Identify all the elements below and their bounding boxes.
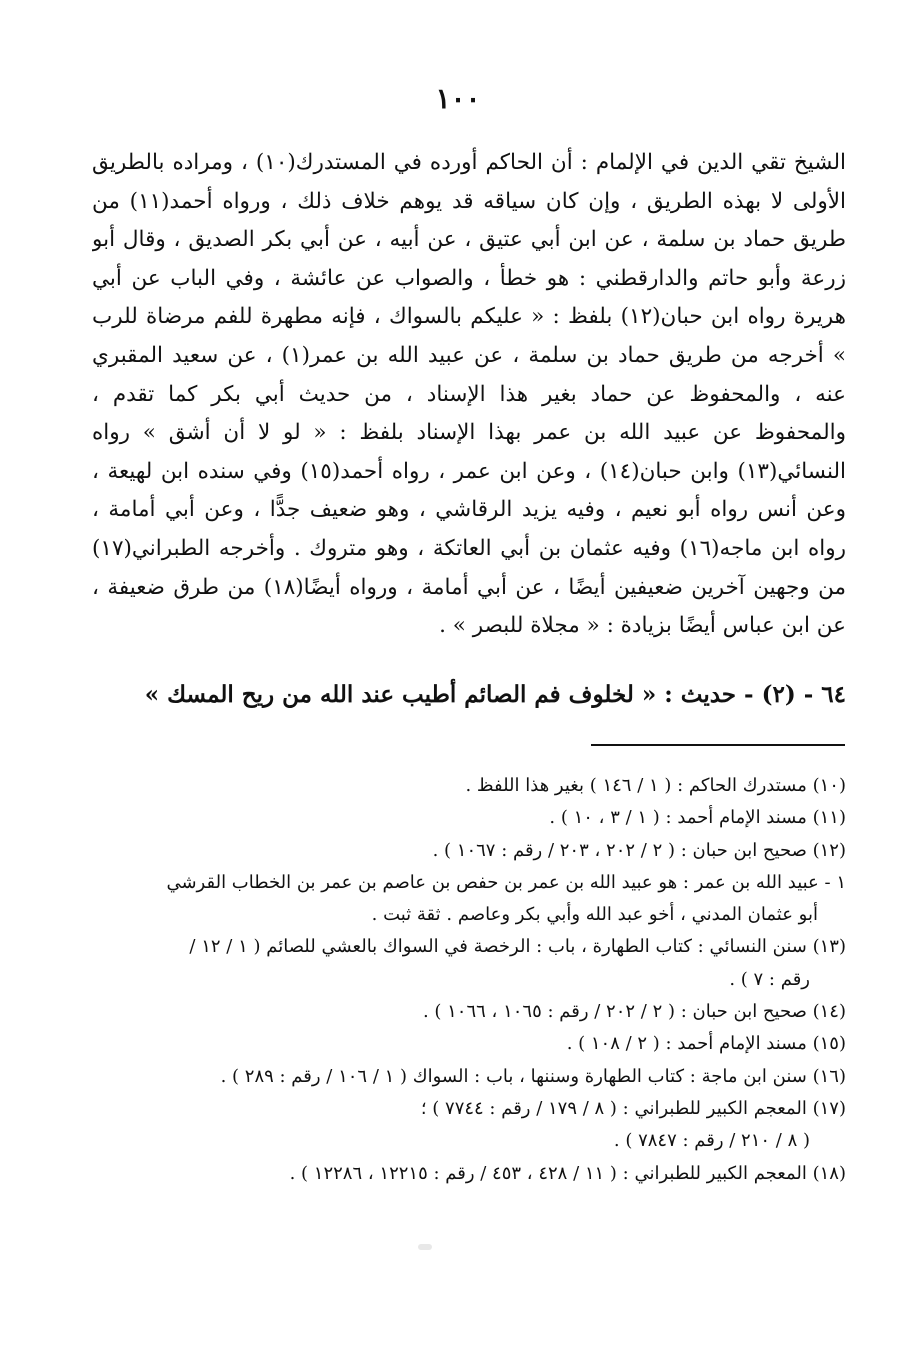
text-line: هريرة رواه ابن حبان(١٢) بلفظ : « عليكم بالسواك ، فإنه مطهرة للفم مرضاة للرب [92,304,846,330]
footnote-line: (١٨) المعجم الكبير للطبراني : ( ١١ / ٤٢٨ ، ٤٥٣ / رقم : ١٢٢١٥ ، ١٢٢٨٦ ) . [289,1162,846,1184]
page-number: ١٠٠ [435,82,481,115]
text-line: رواه ابن ماجه(١٦) وفيه عثمان بن أبي العاتكة ، وهو متروك . وأخرجه الطبراني(١٧) [92,535,846,561]
scan-speck [418,1244,432,1250]
text-line: » أخرجه من طريق حماد بن سلمة ، عن عبيد الله بن عمر(١) ، عن سعيد المقبري [92,342,846,368]
text-line: عنه ، والمحفوظ عن حماد بغير هذا الإسناد ، من حديث أبي بكر كما تقدم ، [92,381,846,407]
text-line: زرعة وأبو حاتم والدارقطني : هو خطأ ، والصواب عن عائشة ، وفي الباب عن أبي [92,265,846,291]
text-line: والمحفوظ عن عبيد الله بن عمر بهذا الإسناد بلفظ : « لو لا أن أشق » رواه [92,420,846,446]
text-line: النسائي(١٣) وابن حبان(١٤) ، وعن ابن عمر ، رواه أحمد(١٥) وفي سنده ابن لهيعة ، [92,458,846,484]
footnote-line: ١ - عبيد الله بن عمر : هو عبيد الله بن عمر بن حفص بن عاصم بن عمر بن الخطاب القرشي [166,871,846,893]
hadith-heading: ٦٤ - (٢) - حديث : « لخلوف فم الصائم أطيب عند الله من ريح المسك » [144,681,846,708]
footnote-line: (١٥) مسند الإمام أحمد : ( ٢ / ١٠٨ ) . [566,1033,846,1055]
text-line: من وجهين آخرين ضعيفين أيضًا ، عن أبي أمامة ، ورواه أيضًا(١٨) من طرق ضعيفة ، [92,574,846,600]
footnote-separator [591,744,845,746]
text-line: الأولى لا بهذه الطريق ، وإن كان سياقه قد يوهم خلاف ذلك ، ورواه أحمد(١١) من [92,188,846,214]
footnotes [92,770,846,1190]
footnote-line: أبو عثمان المدني ، أخو عبد الله وأبي بكر وعاصم . ثقة ثبت . [371,904,818,926]
footnote-line: (١٣) سنن النسائي : كتاب الطهارة ، باب : الرخصة في السواك بالعشي للصائم ( ١ / ١٢ / [189,936,846,958]
footnote-line: رقم : ٧ ) . [729,968,810,990]
text-line: طريق حماد بن سلمة ، عن ابن أبي عتيق ، عن أبيه ، عن أبي بكر الصديق ، وقال أبو [92,227,846,253]
footnote-line: (١٦) سنن ابن ماجة : كتاب الطهارة وسننها ، باب : السواك ( ١ / ١٠٦ / رقم : ٢٨٩ ) . [220,1065,846,1087]
footnote-line: (١٠) مستدرك الحاكم : ( ١ / ١٤٦ ) بغير هذا اللفظ . [465,775,846,796]
footnote-line: ( ٨ / ٢١٠ / رقم : ٧٨٤٧ ) . [613,1130,810,1152]
text-line: وعن أنس رواه أبو نعيم ، وفيه يزيد الرقاشي ، وهو ضعيف جدًّا ، وعن أبي أمامة ، [92,497,846,523]
footnote-line: (١١) مسند الإمام أحمد : ( ١ / ٣ ، ١٠ ) . [549,807,846,829]
main-text [92,144,846,646]
footnote-line: (١٤) صحيح ابن حبان : ( ٢ / ٢٠٢ / رقم : ١٠٦٥ ، ١٠٦٦ ) . [422,1001,846,1023]
text-line: عن ابن عباس أيضًا بزيادة : « مجلاة للبصر » . [439,613,846,639]
text-line: الشيخ تقي الدين في الإلمام : أن الحاكم أورده في المستدرك(١٠) ، ومراده بالطريق [92,150,846,175]
footnote-line: (١٢) صحيح ابن حبان : ( ٢ / ٢٠٢ ، ٢٠٣ / رقم : ١٠٦٧ ) . [432,839,846,861]
footnote-line: (١٧) المعجم الكبير للطبراني : ( ٨ / ١٧٩ / رقم : ٧٧٤٤ ) ؛ [420,1097,846,1119]
